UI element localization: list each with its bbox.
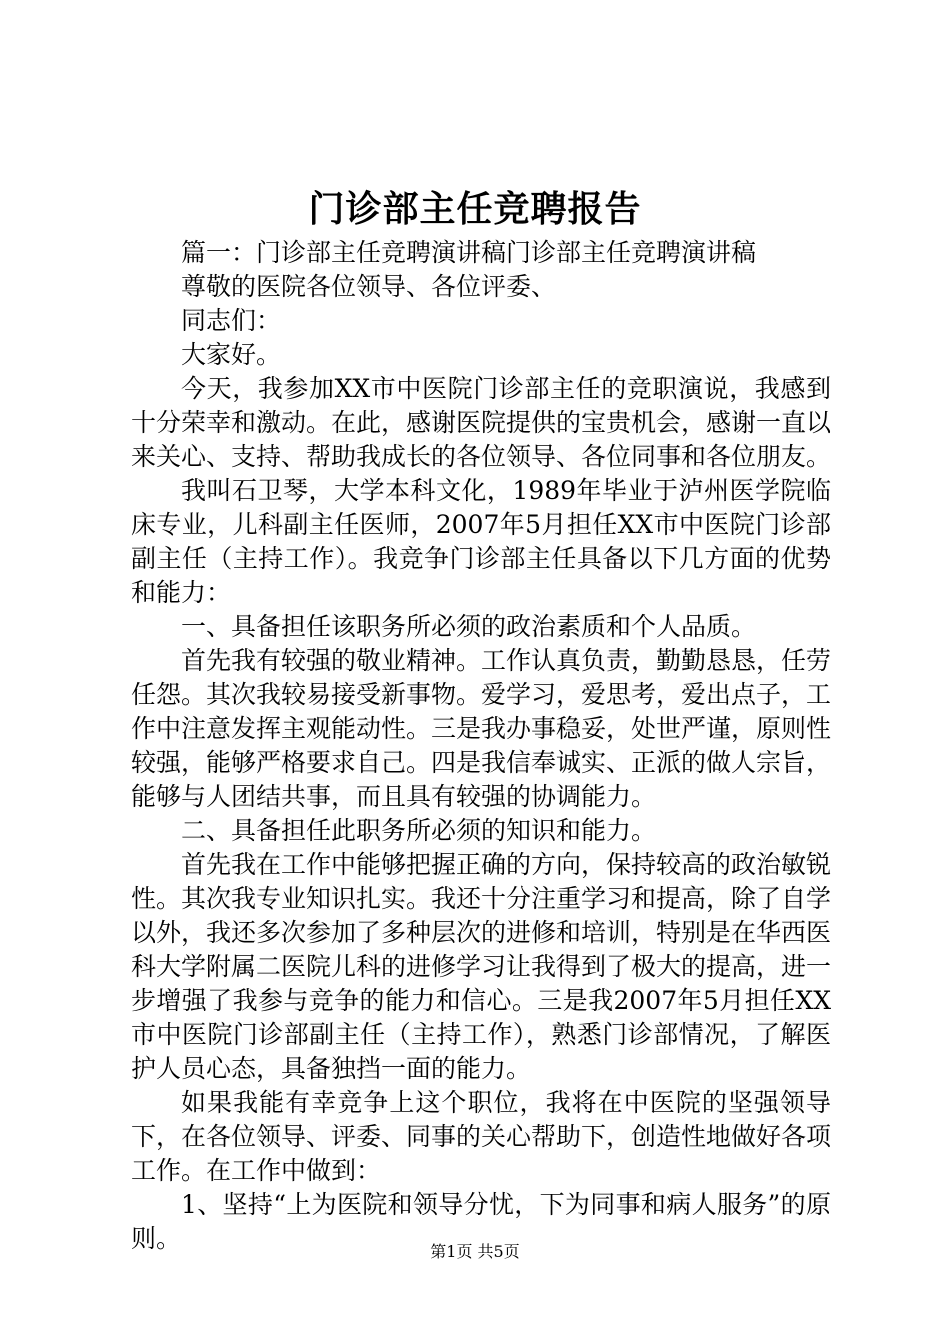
paragraph-section-two-heading: 二、具备担任此职务所必须的知识和能力。 — [181, 816, 657, 845]
paragraph-intro: 今天，我参加XX市中医院门诊部主任的竞职演说，我感到十分荣幸和激动。在此，感谢医院提供的宝贵机会，感谢一直以来关心、支持、帮助我成长的各位领导、各位同事和各位朋友。 — [131, 374, 832, 471]
paragraph-greeting: 大家好。 — [181, 340, 282, 369]
page-footer: 第1页 共5页 — [430, 1242, 520, 1261]
paragraph-heading-line: 篇一：门诊部主任竞聘演讲稿门诊部主任竞聘演讲稿 — [181, 238, 757, 267]
paragraph-self-introduction: 我叫石卫琴，大学本科文化，1989年毕业于泸州医学院临床专业，儿科副主任医师，2007年5月担任XX市中医院门诊部副主任（主持工作）。我竞争门诊部主任具备以下几方面的优势和能力： — [131, 476, 831, 607]
paragraph-salutation: 尊敬的医院各位领导、各位评委、 — [181, 272, 557, 301]
paragraph-section-one-body: 首先我有较强的敬业精神。工作认真负责，勤勤恳恳，任劳任怨。其次我较易接受新事物。爱学习，爱思考，爱出点子，工作中注意发挥主观能动性。三是我办事稳妥，处世严谨，原则性较强，能够严格要求自己。四是我信奉诚实、正派的做人宗旨，能够与人团结共事，而且具有较强的协调能力。 — [131, 646, 832, 811]
document-body — [131, 236, 831, 1256]
document-title: 门诊部主任竞聘报告 — [308, 188, 642, 230]
paragraph-section-two-body: 首先我在工作中能够把握正确的方向，保持较高的政治敏锐性。其次我专业知识扎实。我还十分注重学习和提高，除了自学以外，我还多次参加了多种层次的进修和培训，特别是在华西医科大学附属二医院儿科的进修学习让我得到了极大的提高，进一步增强了我参与竞争的能力和信心。三是我2007年5月担任XX市中医院门诊部副主任（主持工作），熟悉门诊部情况，了解医护人员心态，具备独挡一面的能力。 — [131, 850, 832, 1083]
paragraph-comrades: 同志们： — [181, 306, 282, 335]
paragraph-principle-one: 1、坚持“上为医院和领导分忧，下为同事和病人服务”的原则。 — [131, 1190, 831, 1253]
paragraph-section-one-heading: 一、具备担任该职务所必须的政治素质和个人品质。 — [181, 612, 757, 641]
paragraph-commitment: 如果我能有幸竞争上这个职位，我将在中医院的坚强领导下，在各位领导、评委、同事的关心帮助下，创造性地做好各项工作。在工作中做到： — [131, 1088, 832, 1185]
